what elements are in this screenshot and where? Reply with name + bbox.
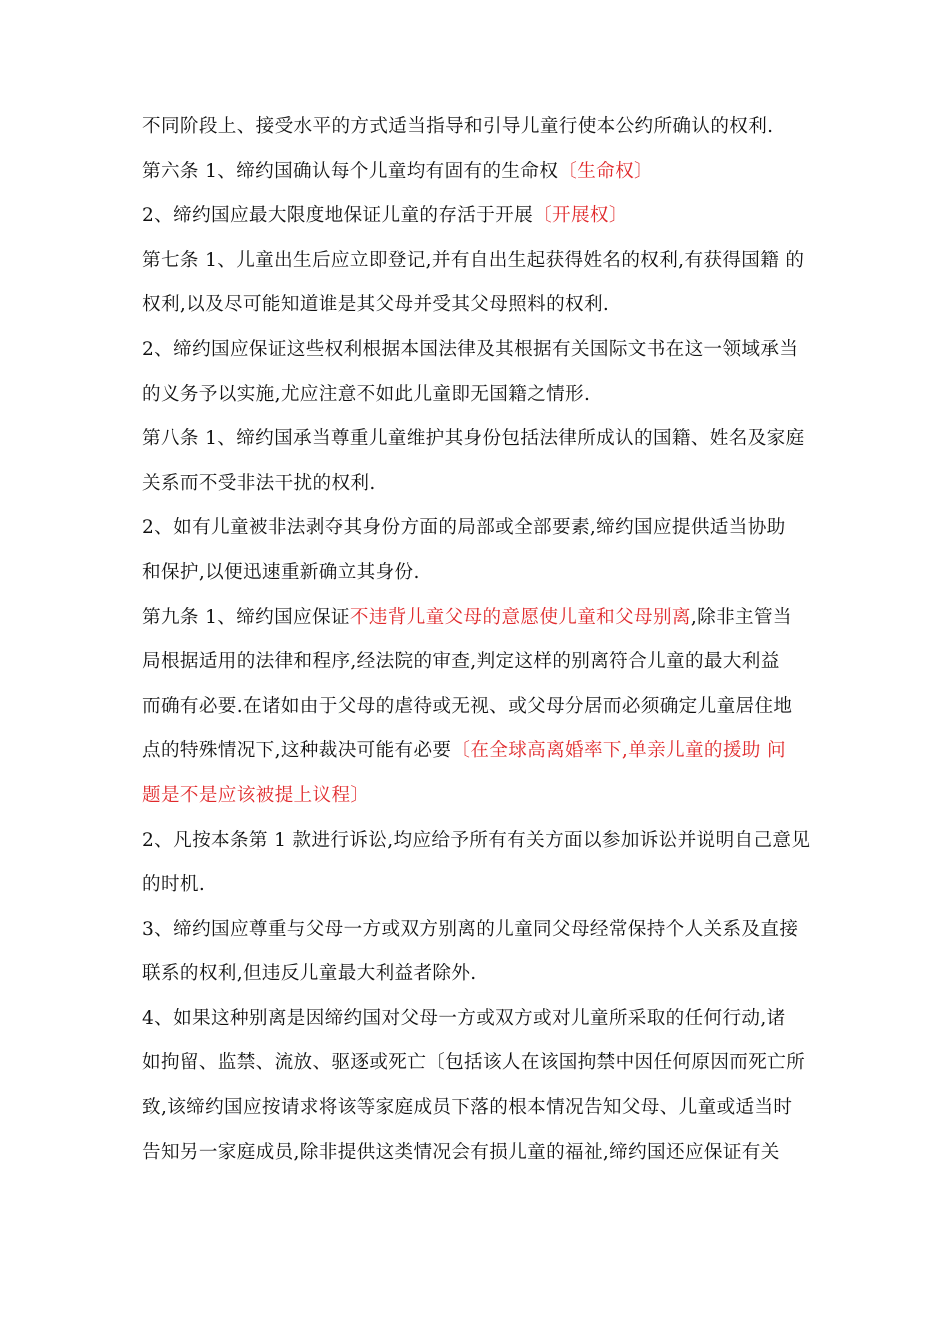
text-segment: 第八条 1、缔约国承当尊重儿童维护其身份包括法律所成认的国籍、姓名及家庭 [142,428,805,450]
text-segment: 2、凡按本条第 1 款进行诉讼,均应给予所有有关方面以参加诉讼并说明自己意见 [142,829,811,851]
text-line [142,283,818,328]
text-line [142,997,818,1042]
text-segment: 关系而不受非法干扰的权利. [142,472,376,494]
text-line [142,863,818,908]
highlighted-annotation: 题是不是应该被提上议程〕 [142,784,370,806]
text-line [142,506,818,551]
text-segment: 第九条 1、缔约国应保证 [142,606,350,628]
text-line [142,373,818,418]
text-line [142,551,818,596]
text-line [142,1131,818,1176]
text-segment: ,除非主管当 [690,606,792,628]
text-line [142,1041,818,1086]
text-line [142,908,818,953]
highlighted-annotation: 不违背儿童父母的意愿使儿童和父母别离 [349,606,691,628]
text-segment: 告知另一家庭成员,除非提供这类情况会有损儿童的福祉,缔约国还应保证有关 [142,1141,780,1163]
text-line [142,774,818,819]
highlighted-annotation: 〔在全球高离婚率下,单亲儿童的援助 问 [451,740,786,762]
text-segment: 致,该缔约国应按请求将该等家庭成员下落的根本情况告知父母、儿童或适当时 [142,1097,793,1119]
text-line [142,239,818,284]
text-line [142,685,818,730]
text-segment: 联系的权利,但违反儿童最大利益者除外. [142,963,477,985]
text-line [142,105,818,150]
text-segment: 的义务予以实施,尤应注意不如此儿童即无国籍之情形. [142,383,591,405]
text-line [142,150,818,195]
text-segment: 局根据适用的法律和程序,经法院的审查,判定这样的别离符合儿童的最大利益 [142,651,780,673]
text-line [142,328,818,373]
text-line [142,952,818,997]
text-segment: 2、缔约国应最大限度地保证儿童的存活于开展 [142,205,534,227]
text-line [142,640,818,685]
text-segment: 和保护,以便迅速重新确立其身份. [142,561,420,583]
text-line [142,1086,818,1131]
text-line [142,596,818,641]
highlighted-annotation: 〔开展权〕 [533,205,628,227]
text-segment: 权利,以及尽可能知道谁是其父母并受其父母照料的权利. [142,294,610,316]
text-segment: 2、如有儿童被非法剥夺其身份方面的局部或全部要素,缔约国应提供适当协助 [142,517,786,539]
text-line [142,417,818,462]
text-line [142,819,818,864]
text-segment: 点的特殊情况下,这种裁决可能有必要 [142,740,452,762]
text-segment: 4、如果这种别离是因缔约国对父母一方或双方或对儿童所采取的任何行动,诸 [142,1007,786,1029]
text-segment: 第六条 1、缔约国确认每个儿童均有固有的生命权 [142,160,559,182]
text-line [142,462,818,507]
highlighted-annotation: 〔生命权〕 [558,160,653,182]
text-segment: 如拘留、监禁、流放、驱逐或死亡〔包括该人在该国拘禁中因任何原因而死亡所 [142,1052,806,1074]
text-segment: 不同阶段上、接受水平的方式适当指导和引导儿童行使本公约所确认的权利. [142,116,774,137]
text-segment: 第七条 1、儿童出生后应立即登记,并有自出生起获得姓名的权利,有获得国籍 的 [142,249,805,271]
text-segment: 而确有必要.在诸如由于父母的虐待或无视、或父母分居而必须确定儿童居住地 [142,695,793,717]
text-segment: 的时机. [142,874,206,896]
document-body [142,105,818,1175]
text-line [142,729,818,774]
text-segment: 3、缔约国应尊重与父母一方或双方别离的儿童同父母经常保持个人关系及直接 [142,918,799,940]
text-line [142,194,818,239]
text-segment: 2、缔约国应保证这些权利根据本国法律及其根据有关国际文书在这一领域承当 [142,338,799,360]
